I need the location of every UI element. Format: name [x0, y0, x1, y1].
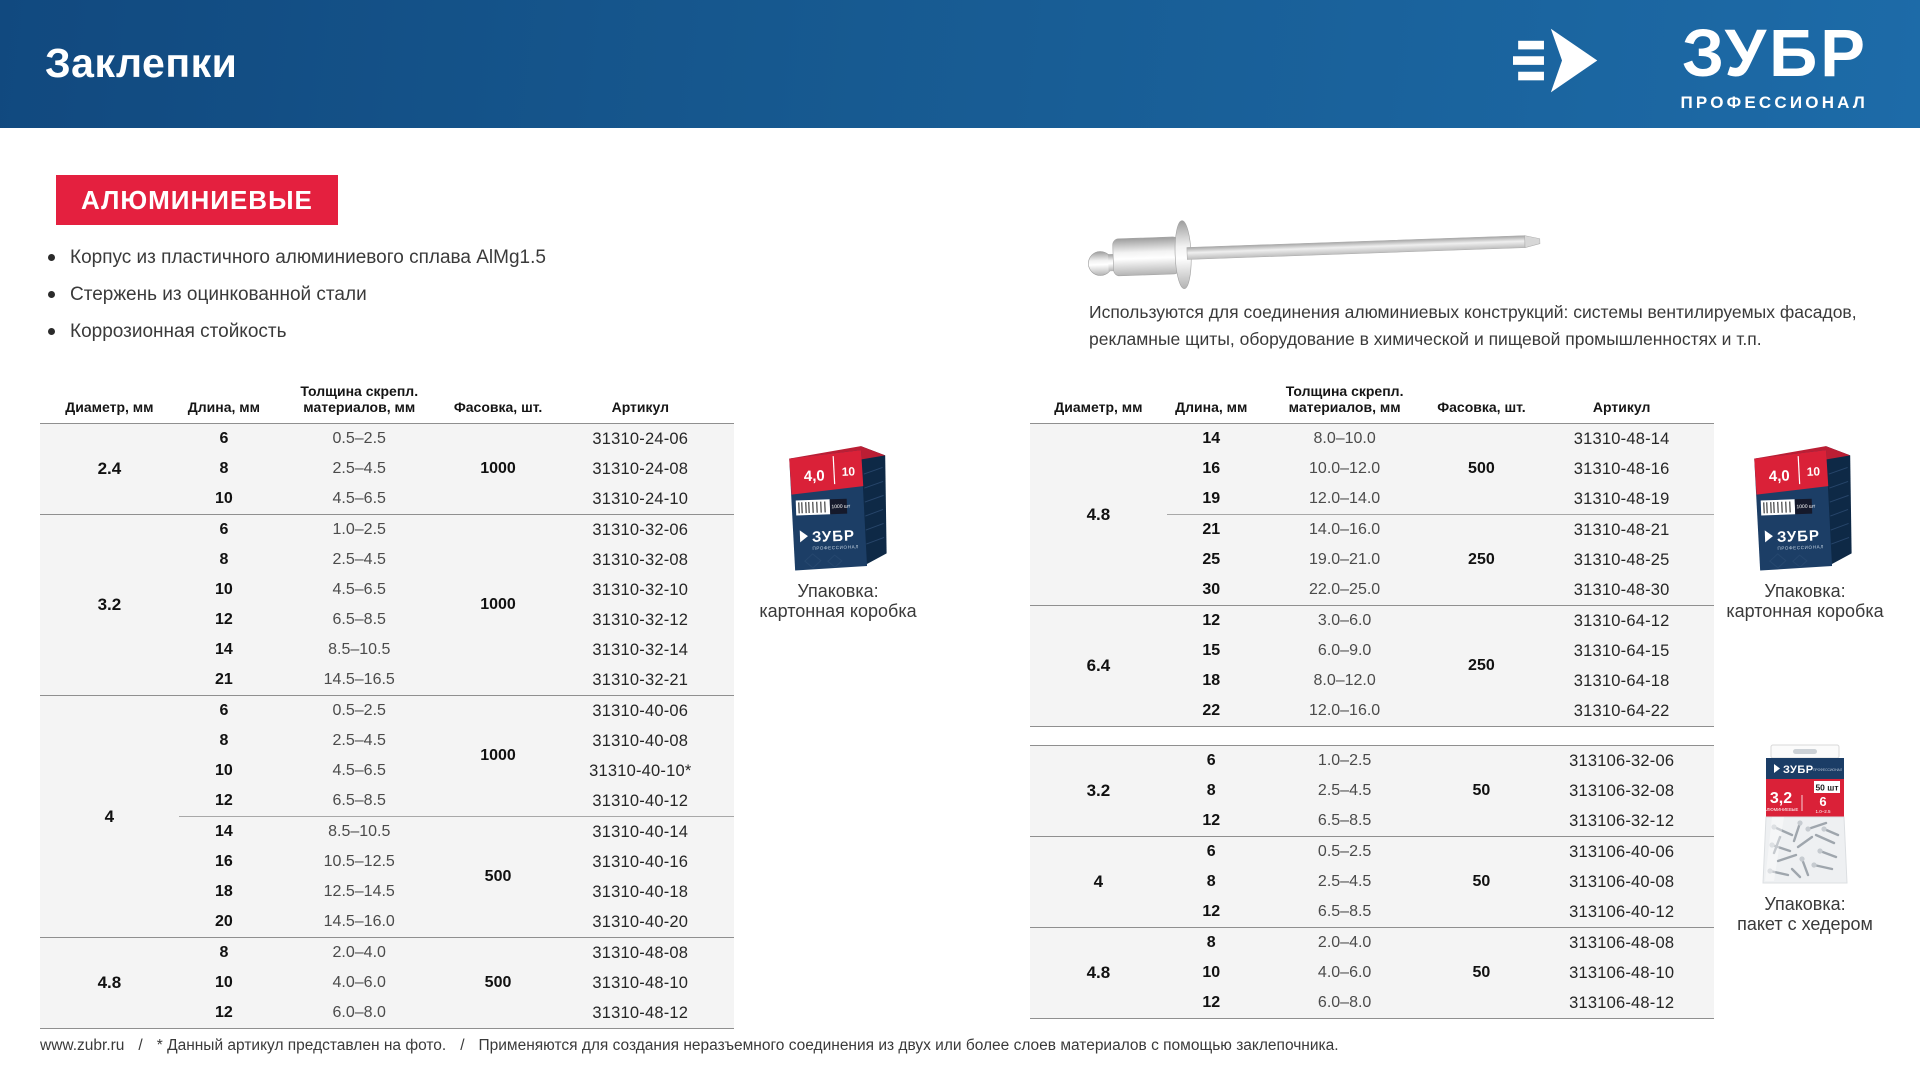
- cell-thk: 19.0–21.0: [1256, 545, 1434, 575]
- cell-thk: 12.0–16.0: [1256, 696, 1434, 727]
- cell-len: 12: [1167, 988, 1256, 1019]
- rivet-table-left: [40, 370, 734, 1029]
- cell-art: 31310-40-16: [547, 847, 734, 877]
- column-header: Диаметр, мм: [40, 370, 179, 424]
- svg-text:1000 шт: 1000 шт: [1796, 503, 1816, 511]
- page-title: Заклепки: [45, 40, 238, 86]
- package-box-photo: [781, 441, 895, 575]
- cell-art: 31310-48-14: [1529, 424, 1714, 455]
- cell-len: 8: [179, 545, 269, 575]
- svg-text:ЗУБР: ЗУБР: [811, 527, 856, 546]
- rivet-photo: [1085, 203, 1545, 291]
- package-caption: [758, 581, 918, 621]
- cell-art: 31310-48-10: [547, 968, 734, 998]
- svg-text:1.0–2.5: 1.0–2.5: [1815, 809, 1831, 814]
- cell-thk: 2.0–4.0: [1256, 928, 1434, 959]
- footer-separator: /: [138, 1037, 143, 1054]
- cell-diam: 4.8: [1030, 424, 1167, 606]
- cell-art: 31310-48-21: [1529, 515, 1714, 546]
- cell-art: 31310-40-10*: [547, 756, 734, 786]
- cell-len: 8: [1167, 928, 1256, 959]
- cell-thk: 2.5–4.5: [1256, 867, 1434, 897]
- brand-subtitle: ПРОФЕССИОНАЛ: [1680, 93, 1868, 112]
- cell-pack: 1000: [449, 696, 546, 817]
- footer: [40, 1037, 1339, 1055]
- package-bag-photo: [1750, 743, 1860, 888]
- column-header: Фасовка, шт.: [449, 370, 546, 424]
- cell-len: 15: [1167, 636, 1256, 666]
- cell-art: 31310-32-14: [547, 635, 734, 665]
- cell-thk: 8.0–10.0: [1256, 424, 1434, 455]
- table-row: [1030, 606, 1714, 637]
- svg-text:1000 шт: 1000 шт: [831, 503, 851, 511]
- usage-note-line2: рекламные щиты, оборудование в химической и пищевой промышленностях и т.п.: [1089, 329, 1762, 349]
- cell-len: 6: [179, 515, 269, 546]
- cell-art: 31310-40-14: [547, 817, 734, 848]
- cell-len: 14: [179, 817, 269, 848]
- table-row: [1030, 837, 1714, 868]
- cell-pack: 50: [1434, 837, 1530, 928]
- cell-art: 31310-40-20: [547, 907, 734, 938]
- cell-len: 8: [179, 454, 269, 484]
- cell-art: 31310-32-12: [547, 605, 734, 635]
- cell-thk: 2.5–4.5: [269, 726, 449, 756]
- caption-line: пакет с хедером: [1737, 914, 1873, 934]
- cell-art: 31310-64-22: [1529, 696, 1714, 727]
- cell-len: 14: [179, 635, 269, 665]
- cell-art: 31310-40-08: [547, 726, 734, 756]
- zubr-emblem-icon: [1513, 24, 1599, 104]
- table-row: [40, 515, 734, 546]
- rivets-table: [1030, 370, 1714, 727]
- cell-art: 31310-48-19: [1529, 484, 1714, 515]
- cell-thk: 10.0–12.0: [1256, 454, 1434, 484]
- cell-pack: 1000: [449, 515, 546, 696]
- cell-art: 313106-48-08: [1529, 928, 1714, 959]
- usage-note-line1: Используются для соединения алюминиевых конструкций: системы вентилируемых фасадов,: [1089, 302, 1857, 322]
- cell-thk: 1.0–2.5: [269, 515, 449, 546]
- cell-diam: 4: [1030, 837, 1167, 928]
- cell-art: 31310-64-18: [1529, 666, 1714, 696]
- cell-art: 313106-32-08: [1529, 776, 1714, 806]
- cell-art: 31310-64-15: [1529, 636, 1714, 666]
- feature-list: [48, 246, 546, 357]
- cell-thk: 4.0–6.0: [1256, 958, 1434, 988]
- cell-len: 8: [1167, 867, 1256, 897]
- cell-art: 31310-40-18: [547, 877, 734, 907]
- cell-thk: 0.5–2.5: [269, 696, 449, 727]
- usage-note: [1089, 299, 1857, 353]
- feature-text: Коррозионная стойкость: [70, 321, 287, 342]
- cell-thk: 12.5–14.5: [269, 877, 449, 907]
- svg-text:ПРОФЕССИОНАЛ: ПРОФЕССИОНАЛ: [1813, 768, 1843, 772]
- cell-art: 31310-24-08: [547, 454, 734, 484]
- cell-thk: 10.5–12.5: [269, 847, 449, 877]
- header-band: [0, 0, 1920, 128]
- cell-art: 313106-32-12: [1529, 806, 1714, 837]
- category-badge: АЛЮМИНИЕВЫЕ: [56, 175, 338, 225]
- feature-text: Стержень из оцинкованной стали: [70, 284, 367, 305]
- cell-thk: 14.5–16.0: [269, 907, 449, 938]
- cell-thk: 6.5–8.5: [269, 605, 449, 635]
- cell-thk: 1.0–2.5: [1256, 746, 1434, 777]
- cell-art: 31310-48-08: [547, 938, 734, 969]
- svg-text:ПРОФЕССИОНАЛ: ПРОФЕССИОНАЛ: [812, 544, 860, 551]
- cell-diam: 4.8: [1030, 928, 1167, 1019]
- package-caption: [1722, 894, 1888, 934]
- cell-thk: 0.5–2.5: [269, 424, 449, 455]
- cell-len: 19: [1167, 484, 1256, 515]
- cell-thk: 6.0–8.0: [269, 998, 449, 1029]
- column-header: Толщина скрепл. материалов, мм: [1256, 370, 1434, 424]
- table-row: [40, 938, 734, 969]
- cell-len: 12: [1167, 606, 1256, 637]
- cell-thk: 4.5–6.5: [269, 484, 449, 515]
- cell-art: 31310-24-10: [547, 484, 734, 515]
- cell-thk: 3.0–6.0: [1256, 606, 1434, 637]
- cell-art: 31310-48-16: [1529, 454, 1714, 484]
- site-link[interactable]: www.zubr.ru: [40, 1037, 125, 1054]
- cell-art: 313106-48-10: [1529, 958, 1714, 988]
- column-header: Диаметр, мм: [1030, 370, 1167, 424]
- cell-len: 10: [1167, 958, 1256, 988]
- cell-len: 18: [1167, 666, 1256, 696]
- cell-len: 22: [1167, 696, 1256, 727]
- cell-art: 31310-32-06: [547, 515, 734, 546]
- cell-thk: 6.0–9.0: [1256, 636, 1434, 666]
- caption-line: Упаковка:: [1764, 894, 1846, 914]
- rivet-table-right-top: [1030, 370, 1714, 727]
- cell-len: 8: [1167, 776, 1256, 806]
- cell-len: 8: [179, 726, 269, 756]
- table-row: [1030, 746, 1714, 777]
- package-caption: [1722, 581, 1888, 621]
- cell-thk: 8.0–12.0: [1256, 666, 1434, 696]
- cell-len: 12: [1167, 806, 1256, 837]
- cell-len: 20: [179, 907, 269, 938]
- svg-text:10: 10: [1806, 464, 1821, 479]
- cell-art: 31310-32-08: [547, 545, 734, 575]
- cell-art: 313106-48-12: [1529, 988, 1714, 1019]
- cell-thk: 14.5–16.5: [269, 665, 449, 696]
- feature-item: [48, 320, 546, 344]
- column-header: Артикул: [1529, 370, 1714, 424]
- cell-pack: 250: [1434, 515, 1530, 606]
- cell-art: 313106-40-08: [1529, 867, 1714, 897]
- cell-thk: 6.0–8.0: [1256, 988, 1434, 1019]
- cell-pack: 50: [1434, 746, 1530, 837]
- cell-pack: 250: [1434, 606, 1530, 727]
- cell-thk: 4.5–6.5: [269, 575, 449, 605]
- cell-len: 12: [179, 605, 269, 635]
- cell-art: 313106-40-06: [1529, 837, 1714, 868]
- cell-art: 31310-32-21: [547, 665, 734, 696]
- caption-line: картонная коробка: [1726, 601, 1884, 621]
- bullet-icon: [48, 328, 55, 335]
- svg-text:ЗУБР: ЗУБР: [1776, 527, 1821, 546]
- cell-pack: 50: [1434, 928, 1530, 1019]
- cell-thk: 4.0–6.0: [269, 968, 449, 998]
- svg-text:6: 6: [1819, 794, 1827, 809]
- column-header: Длина, мм: [1167, 370, 1256, 424]
- cell-len: 10: [179, 756, 269, 786]
- svg-text:10: 10: [841, 464, 856, 479]
- cell-len: 16: [179, 847, 269, 877]
- cell-diam: 4: [40, 696, 179, 938]
- cell-thk: 2.5–4.5: [1256, 776, 1434, 806]
- column-header: Артикул: [547, 370, 734, 424]
- cell-art: 31310-48-30: [1529, 575, 1714, 606]
- cell-art: 31310-32-10: [547, 575, 734, 605]
- table-row: [1030, 928, 1714, 959]
- cell-art: 313106-32-06: [1529, 746, 1714, 777]
- cell-thk: 4.5–6.5: [269, 756, 449, 786]
- footer-note-photo: * Данный артикул представлен на фото.: [156, 1037, 447, 1054]
- cell-pack: 1000: [449, 424, 546, 515]
- cell-len: 21: [1167, 515, 1256, 546]
- cell-art: 31310-24-06: [547, 424, 734, 455]
- cell-thk: 2.5–4.5: [269, 545, 449, 575]
- svg-text:3,2: 3,2: [1769, 790, 1793, 807]
- cell-thk: 8.5–10.5: [269, 635, 449, 665]
- brand-name: ЗУБР: [1682, 16, 1868, 91]
- footer-note-usage: Применяются для создания неразъемного соединения из двух или более слоев материалов с помощью заклепочника.: [478, 1037, 1339, 1054]
- table-row: [40, 696, 734, 727]
- cell-art: 31310-64-12: [1529, 606, 1714, 637]
- cell-len: 6: [179, 696, 269, 727]
- feature-text: Корпус из пластичного алюминиевого сплава AlMg1.5: [70, 247, 546, 268]
- cell-thk: 6.5–8.5: [269, 786, 449, 817]
- cell-pack: 500: [449, 938, 546, 1029]
- cell-diam: 2.4: [40, 424, 179, 515]
- cell-pack: 500: [1434, 424, 1530, 515]
- rivets-table: [40, 370, 734, 1029]
- package-box-photo: [1746, 441, 1860, 575]
- cell-len: 30: [1167, 575, 1256, 606]
- feature-item: [48, 246, 546, 270]
- cell-len: 10: [179, 575, 269, 605]
- cell-len: 12: [1167, 897, 1256, 928]
- cell-thk: 6.5–8.5: [1256, 897, 1434, 928]
- cell-len: 6: [1167, 837, 1256, 868]
- svg-text:ПРОФЕССИОНАЛ: ПРОФЕССИОНАЛ: [1777, 544, 1825, 551]
- cell-diam: 6.4: [1030, 606, 1167, 727]
- cell-thk: 2.5–4.5: [269, 454, 449, 484]
- cell-len: 14: [1167, 424, 1256, 455]
- cell-len: 6: [1167, 746, 1256, 777]
- svg-text:ЗУБР: ЗУБР: [1783, 764, 1814, 776]
- cell-len: 10: [179, 484, 269, 515]
- cell-art: 31310-48-25: [1529, 545, 1714, 575]
- cell-thk: 22.0–25.0: [1256, 575, 1434, 606]
- cell-art: 31310-48-12: [547, 998, 734, 1029]
- svg-text:АЛЮМИНИЕВЫЕ: АЛЮМИНИЕВЫЕ: [1763, 807, 1799, 812]
- caption-line: Упаковка:: [1764, 581, 1846, 601]
- cell-len: 8: [179, 938, 269, 969]
- svg-text:50 шт: 50 шт: [1815, 782, 1839, 793]
- caption-line: Упаковка:: [797, 581, 879, 601]
- column-header: Длина, мм: [179, 370, 269, 424]
- rivets-table: [1030, 745, 1714, 1019]
- cell-len: 25: [1167, 545, 1256, 575]
- cell-len: 12: [179, 786, 269, 817]
- bullet-icon: [48, 254, 55, 261]
- cell-len: 10: [179, 968, 269, 998]
- footer-separator: /: [460, 1037, 465, 1054]
- cell-len: 21: [179, 665, 269, 696]
- cell-thk: 0.5–2.5: [1256, 837, 1434, 868]
- cell-diam: 3.2: [40, 515, 179, 696]
- feature-item: [48, 283, 546, 307]
- cell-thk: 12.0–14.0: [1256, 484, 1434, 515]
- cell-diam: 3.2: [1030, 746, 1167, 837]
- column-header: Фасовка, шт.: [1434, 370, 1530, 424]
- svg-text:4,0: 4,0: [803, 467, 826, 486]
- table-row: [1030, 424, 1714, 455]
- svg-text:4,0: 4,0: [1768, 467, 1791, 486]
- cell-len: 18: [179, 877, 269, 907]
- cell-art: 313106-40-12: [1529, 897, 1714, 928]
- cell-thk: 2.0–4.0: [269, 938, 449, 969]
- cell-art: 31310-40-12: [547, 786, 734, 817]
- rivet-table-right-bottom: [1030, 745, 1714, 1019]
- cell-thk: 8.5–10.5: [269, 817, 449, 848]
- bullet-icon: [48, 291, 55, 298]
- caption-line: картонная коробка: [759, 601, 917, 621]
- cell-thk: 14.0–16.0: [1256, 515, 1434, 546]
- cell-len: 16: [1167, 454, 1256, 484]
- cell-len: 12: [179, 998, 269, 1029]
- column-header: Толщина скрепл. материалов, мм: [269, 370, 449, 424]
- cell-pack: 500: [449, 817, 546, 938]
- cell-art: 31310-40-06: [547, 696, 734, 727]
- cell-thk: 6.5–8.5: [1256, 806, 1434, 837]
- cell-diam: 4.8: [40, 938, 179, 1029]
- table-row: [40, 424, 734, 455]
- cell-len: 6: [179, 424, 269, 455]
